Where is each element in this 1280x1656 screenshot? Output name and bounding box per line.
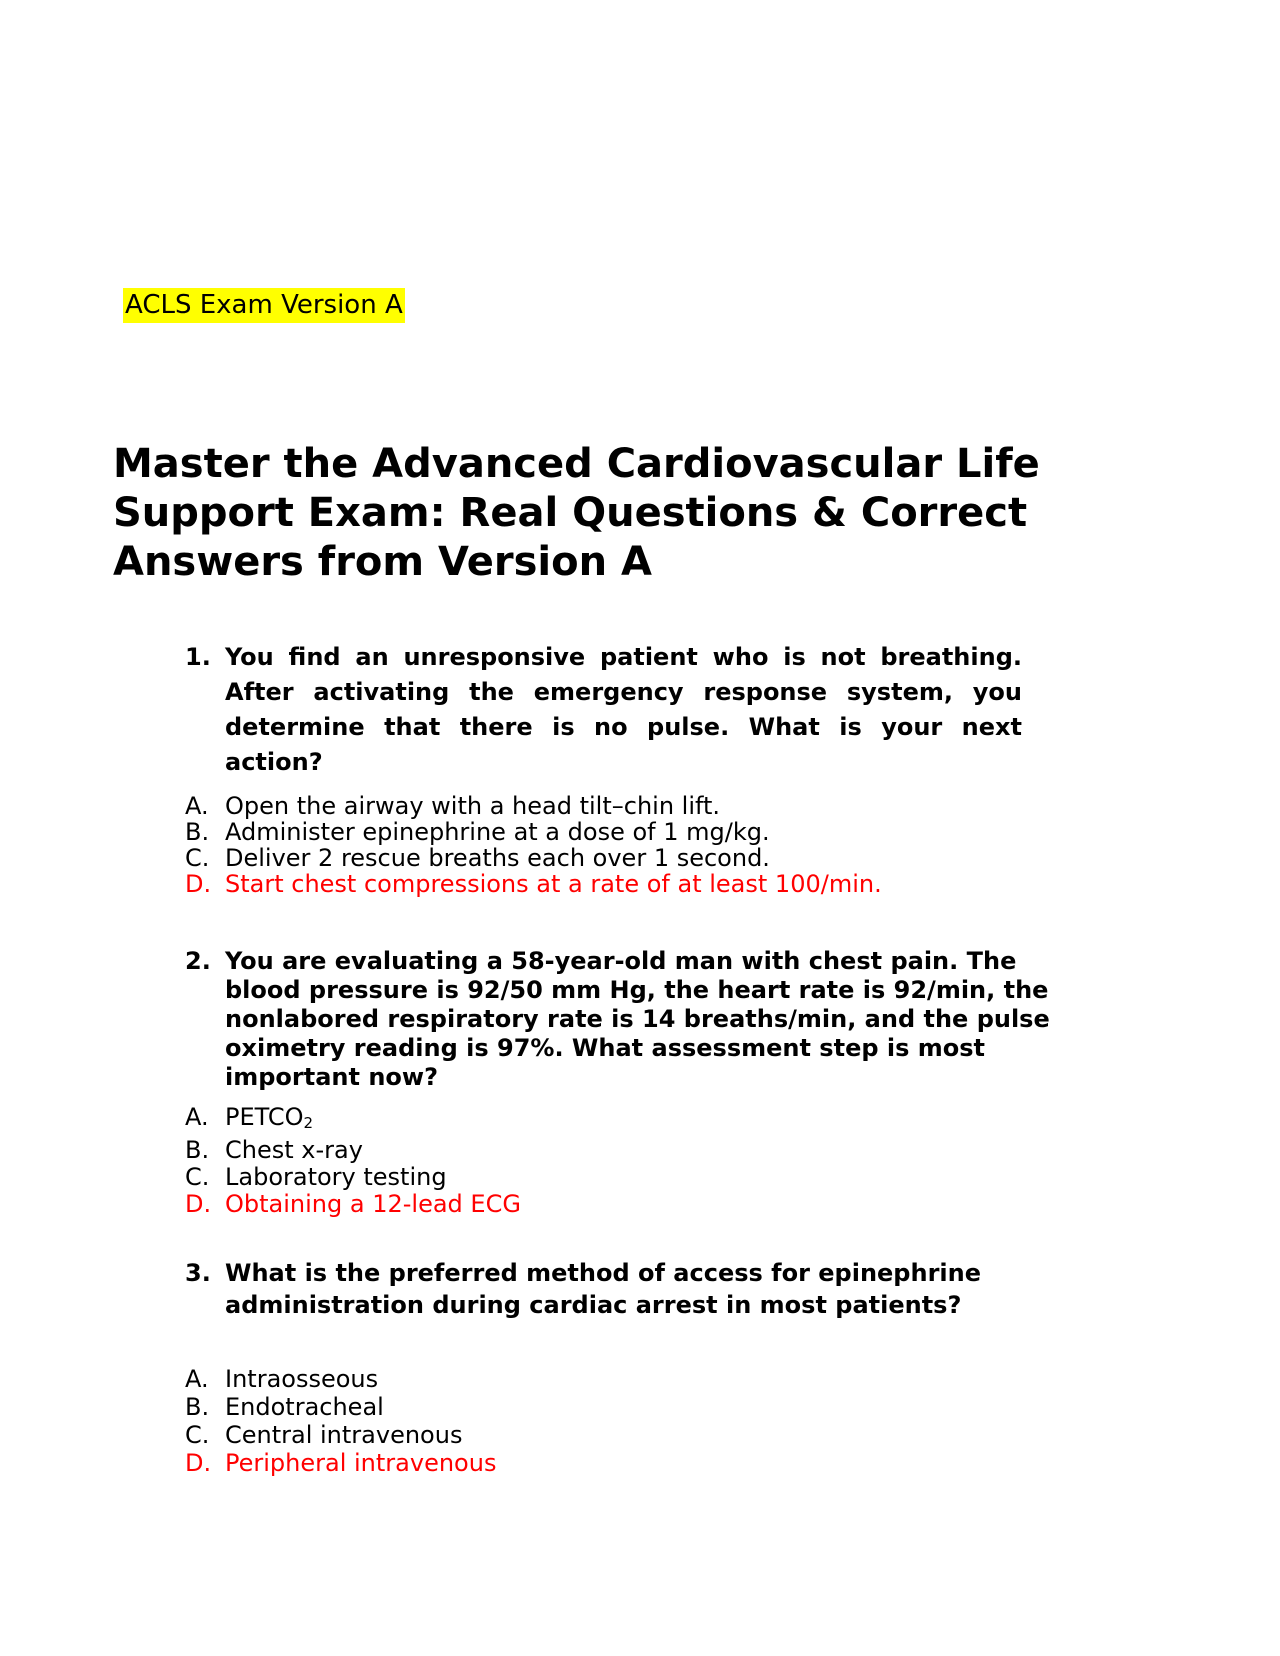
question-number: 3. [185, 1259, 211, 1287]
question-2 [185, 947, 1065, 1092]
answer-options-3 [185, 1365, 496, 1477]
answer-option-a: A. Intraosseous [185, 1365, 379, 1393]
question-text: You find an unresponsive patient who is not breathing. After activating the emergency response system, you determine that there is no pulse. What is your next action? [225, 643, 1022, 776]
answer-options-1 [185, 793, 882, 897]
answer-option-a: A. $PETCO_2$ [185, 1103, 314, 1132]
answer-option-c: C. Central intravenous [185, 1421, 463, 1449]
document-title: Master the Advanced Cardiovascular Life Support Exam: Real Questions & Correct Answers from Version A [113, 441, 1040, 585]
answer-option-c: C. Laboratory testing [185, 1163, 447, 1191]
answer-option-d-correct: D. Obtaining a 12-lead ECG [185, 1190, 521, 1218]
answer-option-a: A. Open the airway with a head tilt–chin lift. [185, 792, 721, 820]
answer-option-b: B. Administer epinephrine at a dose of 1 mg/kg. [185, 818, 770, 846]
answer-option-b: B. Endotracheal [185, 1393, 384, 1421]
answer-option-d-correct: D. Start chest compressions at a rate of at least 100/min. [185, 870, 882, 898]
question-1 [185, 640, 1022, 780]
question-text: You are evaluating a 58-year-old man with chest pain. The blood pressure is 92/50 mm Hg, the heart rate is 92/min, the nonlabored respiratory rate is 14 breaths/min, and the pulse oximetry reading is 97%. What assessment step is most important now? [225, 947, 1050, 1091]
version-tag-highlighted: ACLS Exam Version A [123, 288, 405, 323]
answer-option-d-correct: D. Peripheral intravenous [185, 1449, 497, 1477]
question-number: 1. [185, 643, 211, 671]
question-text: What is the preferred method of access for epinephrine administration during cardiac arrest in most patients? [225, 1259, 981, 1319]
answer-option-b: B. Chest x-ray [185, 1136, 363, 1164]
question-3 [185, 1257, 1022, 1321]
subscript: 2 [303, 1114, 314, 1132]
question-number: 2. [185, 947, 211, 975]
answer-options-2 [185, 1104, 521, 1218]
answer-option-c: C. Deliver 2 rescue breaths each over 1 second. [185, 844, 770, 872]
